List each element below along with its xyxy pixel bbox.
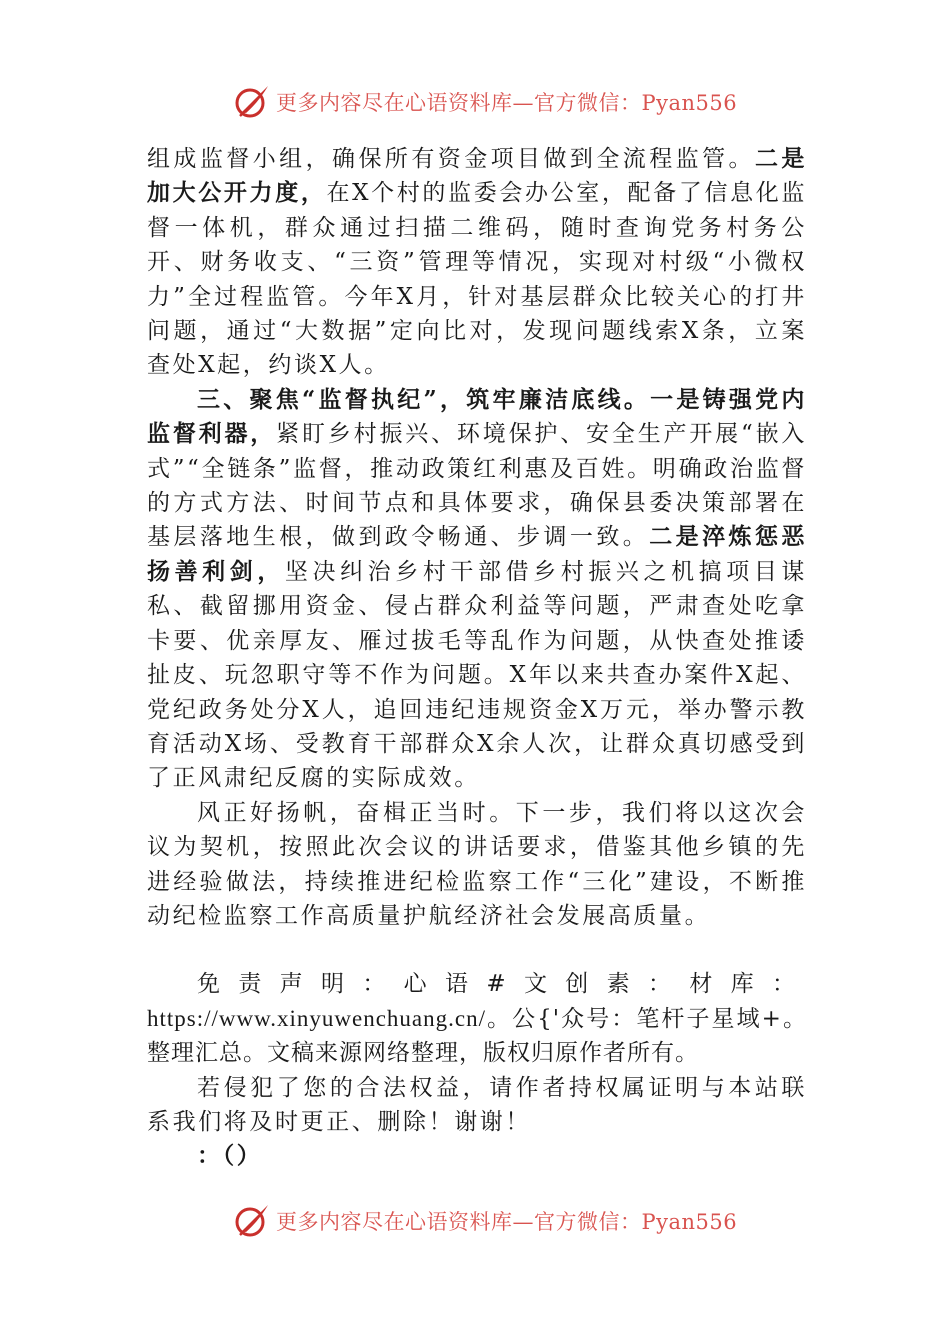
disclaimer-text: 。公{'众号：笔杆子星域+。整理汇总。文稿来源网络整理，版权归原作者所有。 xyxy=(147,1005,807,1067)
paragraph-2-text-a: 紧盯乡村振兴、环境保护、安全生产开展“嵌入式”“全链条”监督，推动政策红利惠及百姓。明确政治监督的方式方法、时间节点和具体要求，确保县委决策部署在基层落地生根，做到政令畅通、步调一致。 xyxy=(147,421,808,551)
paragraph-1 xyxy=(147,142,807,383)
paragraph-2 xyxy=(147,383,807,796)
tail-text: ：（） xyxy=(197,1142,263,1170)
infringement-notice xyxy=(147,1071,807,1140)
infringement-text: 若侵犯了您的合法权益，请作者持权属证明与本站联系我们将及时更正、删除！谢谢！ xyxy=(147,1074,807,1135)
quill-logo-icon xyxy=(232,82,272,122)
paragraph-3 xyxy=(147,796,807,934)
blank-line xyxy=(147,933,807,967)
paragraph-3-text: 风正好扬帆，奋楫正当时。下一步，我们将以这次会议为契机，按照此次会议的讲话要求，借鉴其他乡镇的先进经验做法，持续推进纪检监察工作“三化”建设，不断推动纪检监察工作高质量护航经济社会发展高质量。 xyxy=(147,799,807,929)
paragraph-2-subheading: 二是淬炼惩恶扬善利剑， xyxy=(147,523,807,585)
tail-line xyxy=(147,1139,807,1173)
footer-banner xyxy=(0,1204,950,1238)
header-banner-text: 更多内容尽在心语资料库—官方微信：Pyan556 xyxy=(276,91,738,115)
disclaimer-paragraph xyxy=(147,967,807,1070)
disclaimer-link[interactable]: https://www.xinyuwenchuang.cn/ xyxy=(147,1005,486,1031)
quill-logo-icon xyxy=(232,1204,272,1238)
paragraph-1-text-a: 组成监督小组，确保所有资金项目做到全流程监管。 xyxy=(147,146,755,172)
section-3-heading: 三、聚焦“监督执纪”，筑牢廉洁底线。一是铸强党内监督利器， xyxy=(147,385,807,448)
paragraph-1-heading: 二是加大公开力度， xyxy=(147,145,807,207)
paragraph-1-text-b: 在X个村的监委会办公室，配备了信息化监督一体机，群众通过扫描二维码，随时查询党务村务公开、财务收支、“三资”管理等情况，实现对村级“小微权力”全过程监管。今年X月，针对基层群众比较关心的打井问题，通过“大数据”定向比对，发现问题线索X条，立案查处X起，约谈X人。 xyxy=(147,180,807,379)
footer-banner-text: 更多内容尽在心语资料库—官方微信：Pyan556 xyxy=(276,1210,738,1234)
header-banner xyxy=(0,82,950,122)
paragraph-2-text-b: 坚决纠治乡村干部借乡村振兴之机搞项目谋私、截留挪用资金、侵占群众利益等问题，严肃查处吃拿卡要、优亲厚友、雁过拔毛等乱作为问题，从快查处推诿扯皮、玩忽职守等不作为问题。X年以来共查办案件X起、党纪政务处分X人，追回违纪违规资金X万元，举办警示教育活动X场、受教育干部群众X余人次，让群众真切感受到了正风肃纪反腐的实际成效。 xyxy=(147,558,808,792)
document-body xyxy=(147,142,807,1174)
disclaimer-label: 免责声明：心语#文创素：材库： xyxy=(197,971,807,998)
